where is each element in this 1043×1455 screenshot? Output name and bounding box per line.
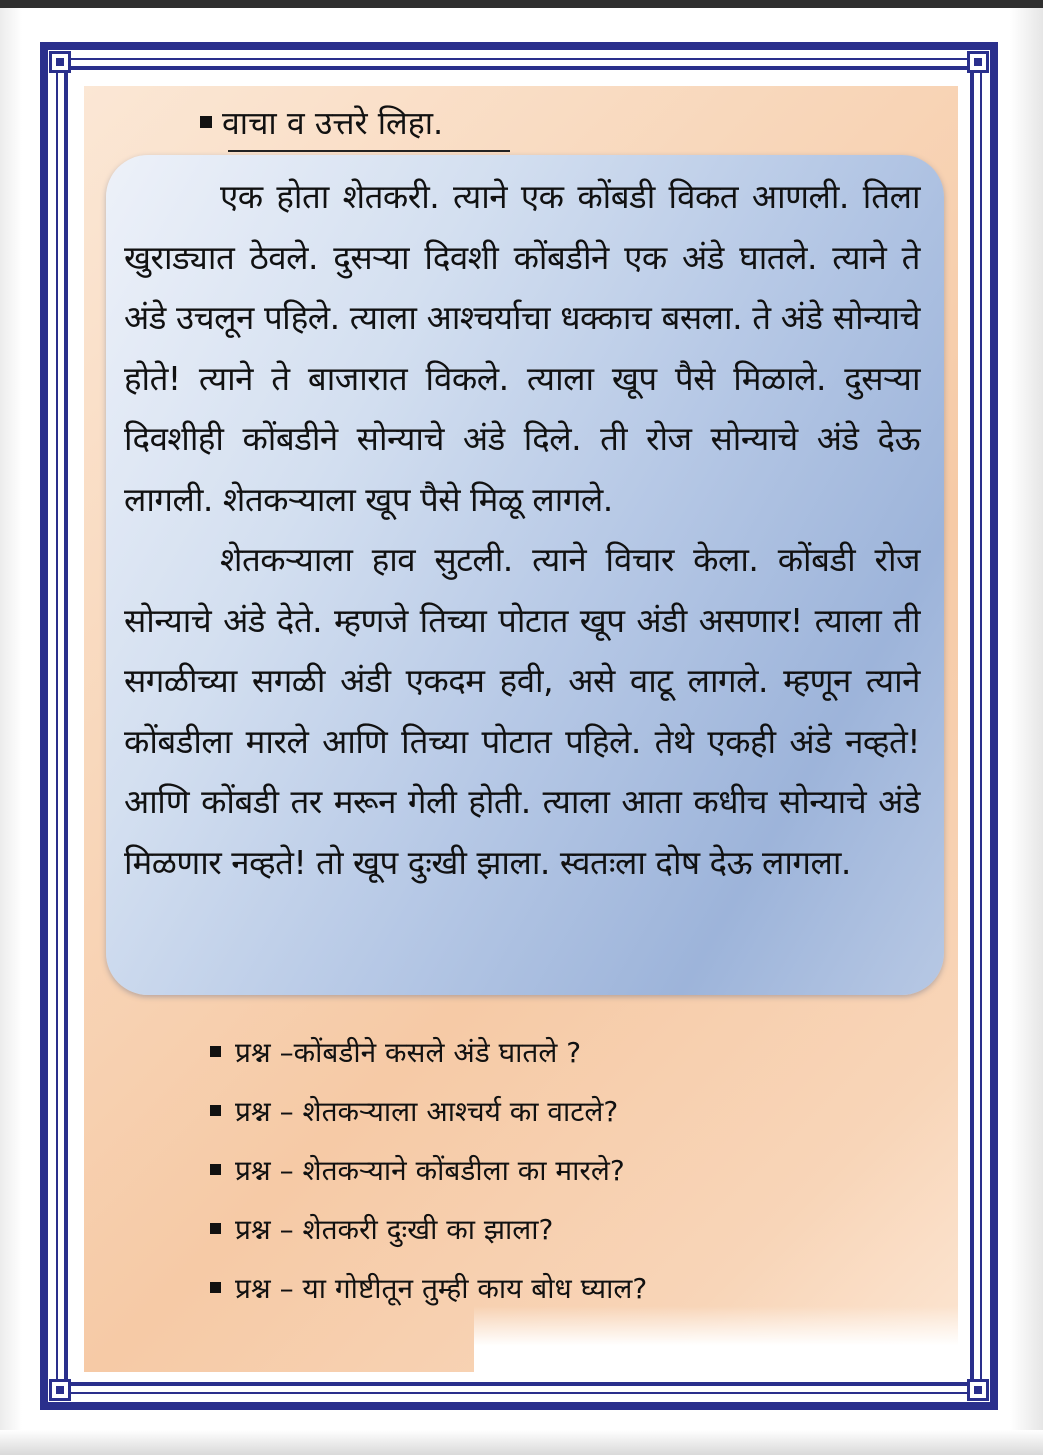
heading-text: वाचा व उत्तरे लिहा. (222, 103, 444, 142)
question-item (210, 1199, 910, 1258)
bottom-edge-shadow (0, 1430, 1043, 1455)
corner-ornament-top-left (49, 51, 71, 73)
corner-ornament-bottom-right (967, 1379, 989, 1401)
heading-underline (228, 150, 510, 152)
question-item (210, 1022, 910, 1081)
question-text: प्रश्न – या गोष्टीतून तुम्ही काय बोध घ्याल? (235, 1271, 648, 1305)
question-item (210, 1081, 910, 1140)
question-text: प्रश्न –कोंबडीने कसले अंडे घातले ? (235, 1035, 582, 1069)
bullet-square-icon (210, 1282, 221, 1293)
corner-ornament-top-right (967, 51, 989, 73)
question-text: प्रश्न – शेतकऱ्याला आश्चर्य का वाटले? (235, 1094, 619, 1128)
bullet-square-icon (210, 1223, 221, 1234)
bullet-square-icon (210, 1164, 221, 1175)
instruction-heading (200, 92, 443, 152)
question-list (210, 1022, 910, 1317)
story-box (106, 155, 944, 995)
story-paragraph: एक होता शेतकरी. त्याने एक कोंबडी विकत आणली. तिला खुराड्यात ठेवले. दुसऱ्या दिवशी कोंबडीने एक अंडे घातले. त्याने ते अंडे उचलून पहिले. त्याला आश्चर्याचा धक्काच बसला. ते अंडे सोन्याचे होते! त्याने ते बाजारात विकले. त्याला खूप पैसे मिळाले. दुसऱ्या दिवशीही कोंबडीने सोन्याचे अंडे दिले. ती रोज सोन्याचे अंडे देऊ लागली. शेतकऱ्याला खूप पैसे मिळू लागले. (124, 177, 920, 519)
question-item (210, 1258, 910, 1317)
bullet-square-icon (210, 1105, 221, 1116)
bullet-square-icon (210, 1046, 221, 1057)
question-text: प्रश्न – शेतकरी दुःखी का झाला? (235, 1212, 554, 1246)
question-item (210, 1140, 910, 1199)
question-text: प्रश्न – शेतकऱ्याने कोंबडीला का मारले? (235, 1153, 625, 1187)
story-paragraph: शेतकऱ्याला हाव सुटली. त्याने विचार केला. कोंबडी रोज सोन्याचे अंडे देते. म्हणजे तिच्या पोटात खूप अंडी असणार! त्याला ती सगळीच्या सगळी अंडी एकदम हवी, असे वाटू लागले. म्हणून त्याने कोंबडीला मारले आणि तिच्या पोटात पहिले. तेथे एकही अंडे नव्हते! आणि कोंबडी तर मरून गेली होती. त्याला आता कधीच सोन्याचे अंडे मिळणार नव्हते! तो खूप दुःखी झाला. स्वतःला दोष देऊ लागला. (124, 540, 920, 882)
bullet-square-icon (200, 116, 212, 128)
top-edge (0, 0, 1043, 8)
corner-ornament-bottom-left (49, 1379, 71, 1401)
